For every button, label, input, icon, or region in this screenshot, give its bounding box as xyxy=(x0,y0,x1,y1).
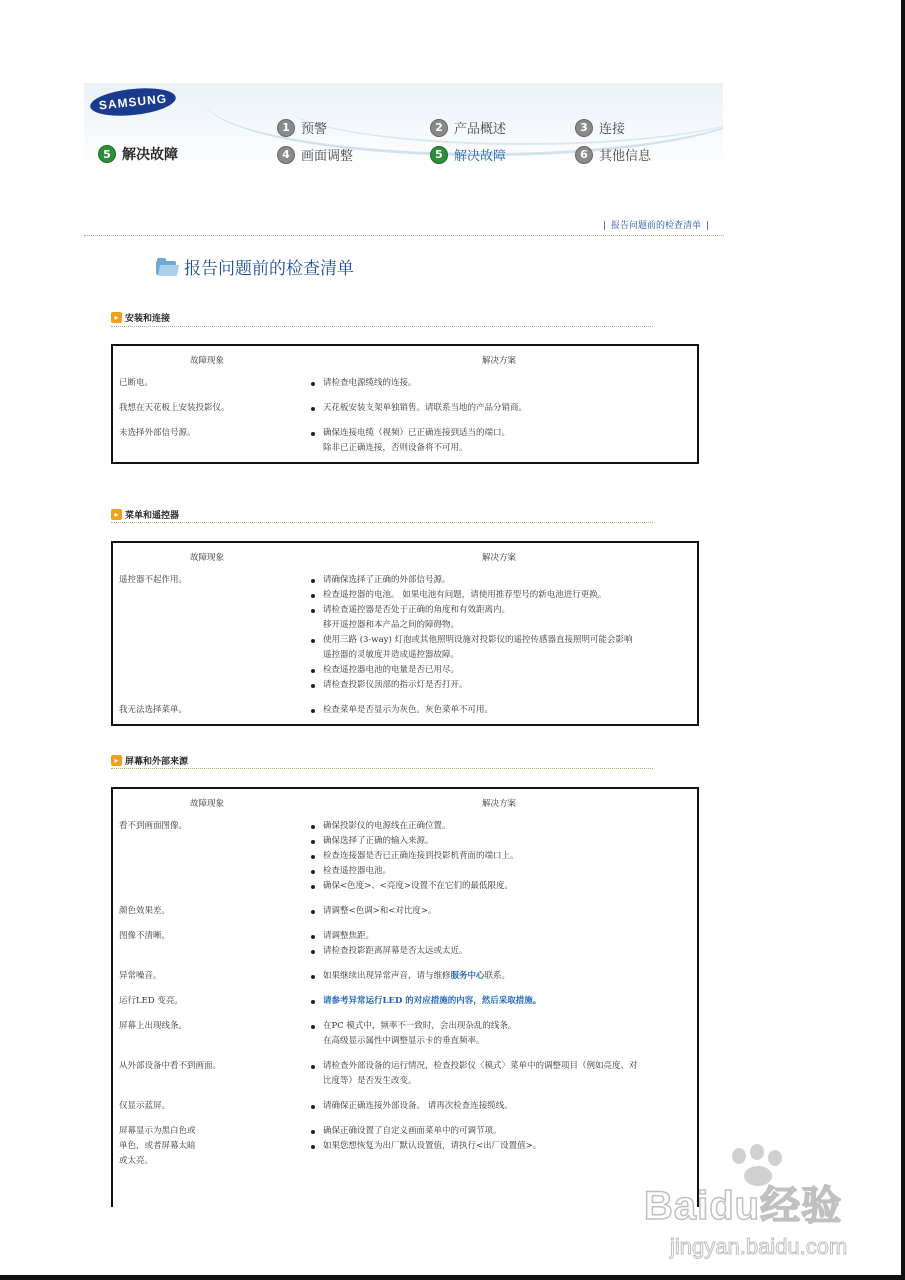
nav-item-other-info[interactable] xyxy=(575,145,651,164)
solution-item: 请调整焦距。 xyxy=(307,929,691,944)
table-row xyxy=(112,1095,698,1120)
symptom-cell xyxy=(112,569,301,699)
led-action-link[interactable]: 请参考异常运行LED 的对应措施的内容，然后采取措施。 xyxy=(323,996,542,1006)
solution-cell xyxy=(301,990,698,1015)
section-divider xyxy=(111,522,653,523)
solution-item-continued: 除非已正确连接，否则设备将不可用。 xyxy=(323,443,468,453)
solution-cell xyxy=(301,1120,698,1175)
column-header-solution: 解决方案 xyxy=(481,553,516,563)
symptom-text: 未选择外部信号源。 xyxy=(119,428,196,438)
solution-item: 确保连接电缆（视频）已正确连接到适当的端口。 xyxy=(307,426,691,441)
nav-label: 画面调整 xyxy=(301,149,354,164)
nav-label: 产品概述 xyxy=(454,122,507,137)
symptom-text: 仅显示蓝屏。 xyxy=(119,1101,171,1111)
symptom-text: 屏幕上出现线条。 xyxy=(119,1021,188,1031)
solution-item: 请检查遥控器是否处于正确的角度和有效距离内。 xyxy=(307,603,691,618)
solution-cell xyxy=(301,1095,698,1120)
troubleshoot-table-install xyxy=(111,344,699,464)
symptom-cell xyxy=(112,925,301,965)
solution-item: 如果您想恢复为出厂默认设置值，请执行<出厂设置值>。 xyxy=(307,1139,691,1154)
solution-item xyxy=(307,994,691,1009)
paw-icon xyxy=(768,1150,782,1166)
table-row xyxy=(112,965,698,990)
symptom-cell xyxy=(112,1095,301,1120)
solution-item: 确保选择了正确的输入来源。 xyxy=(307,834,691,849)
symptom-text: 遥控器不起作用。 xyxy=(119,575,188,585)
table-row xyxy=(112,925,698,965)
page-border-right xyxy=(901,0,905,1280)
table-row xyxy=(112,990,698,1015)
breadcrumb: | 报告问题前的检查清单 | xyxy=(603,221,710,231)
header-banner xyxy=(84,83,723,171)
table-row xyxy=(112,900,698,925)
solution-item: 在PC 模式中，频率不一致时，会出现杂乱的线条。 xyxy=(307,1019,691,1034)
solution-item: 请检查电源缆线的连接。 xyxy=(307,376,691,391)
table-row xyxy=(112,1175,698,1207)
column-header-symptom: 故障现象 xyxy=(189,553,224,563)
solution-item: 检查遥控器的电池。 如果电池有问题，请使用推荐型号的新电池进行更换。 xyxy=(307,588,691,603)
baidu-watermark xyxy=(640,1148,860,1266)
symptom-cell xyxy=(112,1120,301,1175)
section-title: 安装和连接 xyxy=(125,314,171,324)
symptom-cell xyxy=(112,965,301,990)
paw-icon xyxy=(750,1144,764,1160)
section-title: 屏幕和外部来源 xyxy=(125,757,189,767)
symptom-cell xyxy=(112,699,301,725)
symptom-cell xyxy=(112,397,301,422)
watermark-url: jingyan.baidu.com xyxy=(670,1234,848,1259)
solution-item: 请确保选择了正确的外部信号源。 xyxy=(307,573,691,588)
symptom-text: 从外部设备中看不到画面。 xyxy=(119,1061,222,1071)
table-row xyxy=(112,569,698,699)
symptom-text: 颜色效果差。 xyxy=(119,906,171,916)
solution-cell xyxy=(301,1015,698,1055)
symptom-text: 我无法选择菜单。 xyxy=(119,705,188,715)
solution-cell xyxy=(301,965,698,990)
table-row xyxy=(112,815,698,900)
solution-item-continued: 在高级显示属性中调整显示卡的垂直频率。 xyxy=(323,1036,485,1046)
solution-item xyxy=(307,969,691,984)
current-section-label: 解决故障 xyxy=(122,147,178,163)
solution-text: 联系。 xyxy=(484,971,511,981)
table-row xyxy=(112,372,698,397)
table-row xyxy=(112,422,698,463)
symptom-text: 已断电。 xyxy=(119,378,154,388)
symptom-text: 单色，或者屏幕太暗 xyxy=(119,1141,196,1151)
arrow-right-icon: ▸ xyxy=(111,755,122,766)
table-row xyxy=(112,699,698,725)
table-row xyxy=(112,1120,698,1175)
table-row xyxy=(112,1055,698,1095)
solution-item-continued: 比度等）是否发生改变。 xyxy=(323,1076,417,1086)
solution-cell xyxy=(301,815,698,900)
solution-cell xyxy=(301,422,698,463)
nav-item-warning[interactable] xyxy=(277,118,327,137)
nav-number-icon: 2 xyxy=(430,119,448,137)
solution-item: 确保正确设置了自定义画面菜单中的可调节项。 xyxy=(307,1124,691,1139)
symptom-cell xyxy=(112,422,301,463)
nav-number-icon: 5 xyxy=(430,146,448,164)
column-header-solution: 解决方案 xyxy=(481,799,516,809)
solution-item: 确保投影仪的电源线在正确位置。 xyxy=(307,819,691,834)
symptom-cell xyxy=(112,1015,301,1055)
page-title-text: 报告问题前的检查清单 xyxy=(184,259,354,279)
solution-cell xyxy=(301,900,698,925)
solution-item: 确保<色度>、<亮度>设置不在它们的最低限度。 xyxy=(307,879,691,894)
solution-item-continued: 移开遥控器和本产品之间的障碍物。 xyxy=(323,620,460,630)
solution-text: 如果继续出现异常声音，请与维修 xyxy=(323,971,451,981)
symptom-text: 或太亮。 xyxy=(119,1156,154,1166)
solution-item: 请调整<色调>和<对比度>。 xyxy=(307,904,691,919)
section-divider xyxy=(111,326,653,327)
nav-number-icon: 6 xyxy=(575,146,593,164)
symptom-text: 看不到画面图像。 xyxy=(119,821,188,831)
paw-icon xyxy=(732,1148,746,1164)
solution-cell xyxy=(301,372,698,397)
nav-item-product-overview[interactable] xyxy=(430,118,506,137)
symptom-text: 屏幕显示为黑白色或 xyxy=(119,1126,196,1136)
solution-cell xyxy=(301,397,698,422)
nav-number-icon: 3 xyxy=(575,119,593,137)
table-header-row xyxy=(112,788,698,815)
solution-item-continued: 遥控器的灵敏度并造成遥控器故障。 xyxy=(323,650,460,660)
column-header-solution: 解决方案 xyxy=(481,356,516,366)
nav-number-icon: 1 xyxy=(277,119,295,137)
arrow-right-icon: ▸ xyxy=(111,509,122,520)
solution-item: 请检查投影距离屏幕是否太远或太近。 xyxy=(307,944,691,959)
troubleshoot-table-menu-remote xyxy=(111,541,699,726)
current-section xyxy=(98,144,178,164)
solution-item: 检查菜单是否显示为灰色。灰色菜单不可用。 xyxy=(307,703,691,718)
arrow-right-icon: ▸ xyxy=(111,312,122,323)
troubleshoot-table-screen-source xyxy=(111,787,699,1207)
solution-item: 请确保正确连接外部设备。 请再次检查连接缆线。 xyxy=(307,1099,691,1114)
samsung-logo: SAMSUNG xyxy=(89,85,177,120)
symptom-cell xyxy=(112,900,301,925)
table-row xyxy=(112,397,698,422)
solution-cell xyxy=(301,925,698,965)
section-heading xyxy=(111,508,179,521)
solution-item: 天花板安装支架单独销售。请联系当地的产品分销商。 xyxy=(307,401,691,416)
nav-item-connection[interactable] xyxy=(575,118,625,137)
page-border-bottom xyxy=(0,1275,905,1280)
nav-label: 解决故障 xyxy=(454,149,507,164)
nav-label: 预警 xyxy=(301,122,328,137)
column-header-symptom: 故障现象 xyxy=(189,356,224,366)
page-title xyxy=(156,254,354,279)
nav-item-picture-adjust[interactable] xyxy=(277,145,353,164)
symptom-cell xyxy=(112,815,301,900)
section-heading xyxy=(111,311,170,324)
section-heading xyxy=(111,754,188,767)
header-divider xyxy=(84,235,724,236)
solution-item: 请检查投影仪顶部的指示灯是否打开。 xyxy=(307,678,691,693)
solution-cell xyxy=(301,699,698,725)
symptom-text: 图像不清晰。 xyxy=(119,931,171,941)
table-header-row xyxy=(112,542,698,569)
watermark-text: Baidu经验 xyxy=(644,1184,843,1228)
breadcrumb-link[interactable]: 报告问题前的检查清单 xyxy=(611,221,702,231)
section-number-icon: 5 xyxy=(98,145,116,163)
table-header-row xyxy=(112,345,698,372)
symptom-text: 异常噪音。 xyxy=(119,971,162,981)
table-clip xyxy=(111,787,699,1207)
nav-number-icon: 4 xyxy=(277,146,295,164)
symptom-cell xyxy=(112,372,301,397)
nav-label: 其他信息 xyxy=(599,149,652,164)
folder-icon xyxy=(156,258,178,276)
symptom-cell xyxy=(112,990,301,1015)
symptom-text: 运行LED 变亮。 xyxy=(119,996,183,1006)
service-center-link[interactable]: 服务中心 xyxy=(450,971,485,981)
solution-item: 请检查外部设备的运行情况，检查投影仪〈模式〉菜单中的调整项目（例如亮度、对 xyxy=(307,1059,691,1074)
solution-cell xyxy=(301,569,698,699)
table-row xyxy=(112,1015,698,1055)
solution-item: 检查连接器是否已正确连接到投影机背面的端口上。 xyxy=(307,849,691,864)
solution-cell xyxy=(301,1055,698,1095)
nav-item-troubleshooting[interactable] xyxy=(430,145,506,164)
nav-label: 连接 xyxy=(599,122,626,137)
section-title: 菜单和遥控器 xyxy=(125,511,180,521)
column-header-symptom: 故障现象 xyxy=(189,799,224,809)
solution-item: 检查遥控器电池的电量是否已用尽。 xyxy=(307,663,691,678)
section-divider xyxy=(111,768,653,769)
solution-item: 使用三路 (3-way) 灯泡或其他照明设施对投影仪的遥控传感器直接照明可能会影响 xyxy=(307,633,691,648)
solution-item: 检查遥控器电池。 xyxy=(307,864,691,879)
symptom-text: 我想在天花板上安装投影仪。 xyxy=(119,403,230,413)
symptom-cell xyxy=(112,1055,301,1095)
